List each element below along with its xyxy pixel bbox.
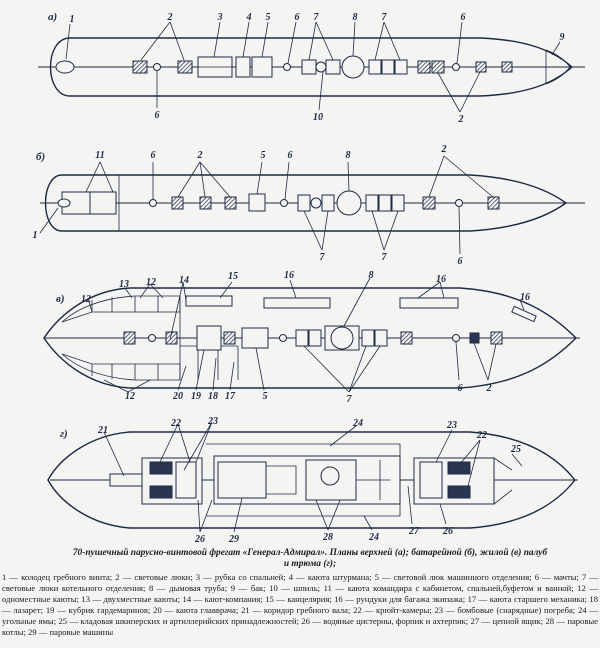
callout: 8 bbox=[345, 150, 351, 161]
callout: 26 bbox=[195, 534, 205, 545]
mast bbox=[453, 64, 460, 71]
callout: 1 bbox=[69, 14, 75, 25]
skylight bbox=[401, 332, 412, 344]
boiler-skylight bbox=[382, 60, 394, 74]
shell-room bbox=[420, 462, 442, 498]
mast bbox=[456, 200, 463, 207]
callout: 16 bbox=[436, 274, 446, 285]
callout: 27 bbox=[409, 526, 419, 537]
skylight bbox=[502, 62, 512, 72]
callout: 2 bbox=[441, 144, 447, 155]
funnel bbox=[337, 191, 361, 215]
callout: 19 bbox=[191, 391, 201, 402]
callout: 16 bbox=[520, 292, 530, 303]
callout: 6 bbox=[460, 12, 466, 23]
callout: 2 bbox=[486, 383, 492, 394]
callout: 18 bbox=[208, 391, 218, 402]
engine-skylight bbox=[252, 57, 272, 77]
skylight bbox=[432, 61, 444, 73]
powder-magazine bbox=[150, 462, 172, 474]
engine-skylight bbox=[249, 194, 265, 211]
boiler-skylight bbox=[395, 60, 407, 74]
caption-title-line2: и трюма (г); bbox=[283, 559, 337, 569]
plan-g-hold bbox=[48, 416, 578, 545]
caption-title bbox=[0, 548, 600, 570]
callout: 1 bbox=[32, 230, 38, 241]
callout: 20 bbox=[173, 391, 183, 402]
mast bbox=[280, 335, 287, 342]
funnel bbox=[342, 56, 364, 78]
mast bbox=[284, 64, 291, 71]
powder-magazine bbox=[448, 486, 470, 498]
boiler-skylight bbox=[298, 195, 310, 211]
callout: 6 bbox=[150, 150, 156, 161]
skylight bbox=[423, 197, 435, 209]
plan-a-upper-deck bbox=[38, 11, 585, 125]
callout: 4 bbox=[246, 12, 252, 23]
caption-legend: 1 — колодец гребного винта; 2 — световые люки; 3 — рубка со спальней; 4 — каюта штурмана; 5 — световой люк машинного отделения; 6 — мачты; 7 — световые люки котельного отделения; 8 — дымовая труба; 9 — бак; 10 — шпиль; 11 — каюта командира с кабинетом, спальней,буфетом и ванной; 12 — одноместные каюты; 13 — двухместные каюты; 14 — кают-компания; 15 — канцелярия; 16 — рундуки для багажа экипажа; 17 — каюта старшего механика; 18 — лазарет; 19 — кубрик гардемаринов; 20 — каюта главврача; 21 — коридор гребного вала; 22 — крюйт-камеры; 23 — бомбовые (снарядные) погреба; 24 — угольные ямы; 25 — кладовая шкиперских и артиллерийских принадлежностей; 26 — водяные цистерны, форпик и ахтерпик; 27 — цепной ящик; 28 — паровые котлы; 29 — паровые машины bbox=[2, 572, 598, 637]
skylight bbox=[224, 332, 235, 344]
callout: 5 bbox=[265, 12, 271, 23]
skylight bbox=[172, 197, 183, 209]
propeller-well bbox=[58, 199, 70, 207]
lazaret bbox=[197, 326, 221, 350]
callout: 12 bbox=[146, 277, 156, 288]
callout: 7 bbox=[346, 394, 352, 405]
skylight bbox=[470, 333, 479, 343]
boiler-skylight bbox=[362, 330, 374, 346]
panel-label-v: в) bbox=[56, 293, 65, 305]
callout: 3 bbox=[217, 12, 223, 23]
captain-study bbox=[90, 192, 116, 214]
callout: 28 bbox=[323, 532, 333, 543]
callout: 2 bbox=[197, 150, 203, 161]
plan-b-battery-deck bbox=[33, 144, 586, 267]
boiler-skylight bbox=[366, 195, 378, 211]
shaft-tunnel bbox=[110, 474, 142, 486]
panel-label-a: а) bbox=[48, 11, 58, 23]
callout: 17 bbox=[225, 391, 235, 402]
powder-magazine bbox=[150, 486, 172, 498]
callout: 22 bbox=[171, 418, 181, 429]
skylight bbox=[476, 62, 486, 72]
caption-title-line1: 70-пушечный парусно-винтовой фрегат «Генерал-Адмирал». Планы верхней (а); батарейной (б), жилой (в) палуб bbox=[72, 548, 548, 558]
callout: 15 bbox=[228, 271, 238, 282]
callout: 6 bbox=[294, 12, 300, 23]
callout: 21 bbox=[98, 425, 108, 436]
callout: 5 bbox=[262, 391, 268, 402]
steam-engine bbox=[218, 462, 266, 498]
panel-label-g: г) bbox=[60, 428, 68, 440]
skylight bbox=[133, 61, 147, 73]
callout: 7 bbox=[381, 252, 387, 263]
boiler-skylight bbox=[379, 195, 391, 211]
callout: 5 bbox=[260, 150, 266, 161]
capstan bbox=[316, 62, 326, 72]
callout: 6 bbox=[457, 256, 463, 267]
engine-skylight bbox=[242, 328, 268, 348]
navigator-cabin bbox=[236, 57, 250, 77]
boiler-skylight bbox=[309, 330, 321, 346]
office bbox=[186, 296, 232, 306]
callout: 2 bbox=[167, 12, 173, 23]
callout: 6 bbox=[457, 383, 463, 394]
shell-room bbox=[176, 462, 196, 498]
callout: 13 bbox=[119, 279, 129, 290]
boiler-skylight bbox=[375, 330, 387, 346]
crew-locker bbox=[400, 298, 458, 308]
mast bbox=[281, 200, 288, 207]
propeller-well bbox=[56, 61, 74, 73]
powder-magazine bbox=[448, 462, 470, 474]
callout: 8 bbox=[352, 12, 358, 23]
skylight bbox=[488, 197, 499, 209]
skylight bbox=[178, 61, 192, 73]
callout: 9 bbox=[559, 32, 565, 43]
crew-locker bbox=[512, 306, 536, 321]
mast bbox=[149, 335, 156, 342]
boiler-skylight bbox=[392, 195, 404, 211]
callout: 22 bbox=[477, 430, 487, 441]
callout: 12 bbox=[81, 294, 91, 305]
boiler-skylight bbox=[326, 60, 340, 74]
plan-v-berth-deck bbox=[44, 270, 580, 405]
callout: 23 bbox=[447, 420, 457, 431]
figure-caption bbox=[0, 548, 600, 638]
callout: 24 bbox=[353, 418, 363, 429]
skylight bbox=[491, 332, 502, 344]
callout: 25 bbox=[511, 444, 521, 455]
boiler-skylight bbox=[322, 195, 334, 211]
mast bbox=[453, 335, 460, 342]
panel-label-b: б) bbox=[36, 151, 46, 163]
callout: 23 bbox=[208, 416, 218, 427]
boiler-uptake bbox=[321, 467, 339, 485]
callout: 7 bbox=[381, 12, 387, 23]
callout: 7 bbox=[313, 12, 319, 23]
funnel bbox=[331, 327, 353, 349]
callout: 12 bbox=[125, 391, 135, 402]
crew-locker bbox=[264, 298, 330, 308]
skylight bbox=[200, 197, 211, 209]
boiler-skylight bbox=[369, 60, 381, 74]
callout: 16 bbox=[284, 270, 294, 281]
skylight bbox=[124, 332, 135, 344]
callout: 7 bbox=[319, 252, 325, 263]
callout: 6 bbox=[287, 150, 293, 161]
skylight bbox=[418, 61, 430, 73]
callout: 8 bbox=[368, 270, 374, 281]
boiler-skylight bbox=[302, 60, 316, 74]
capstan bbox=[311, 198, 321, 208]
callout: 6 bbox=[154, 110, 160, 121]
callout: 26 bbox=[443, 526, 453, 537]
mast bbox=[154, 64, 161, 71]
boiler-skylight bbox=[296, 330, 308, 346]
callout: 10 bbox=[313, 112, 323, 123]
callout: 14 bbox=[179, 275, 189, 286]
skylight bbox=[225, 197, 236, 209]
callout: 29 bbox=[229, 534, 239, 545]
callout: 2 bbox=[458, 114, 464, 125]
callout: 24 bbox=[369, 532, 379, 543]
callout: 11 bbox=[95, 150, 105, 161]
mast bbox=[150, 200, 157, 207]
